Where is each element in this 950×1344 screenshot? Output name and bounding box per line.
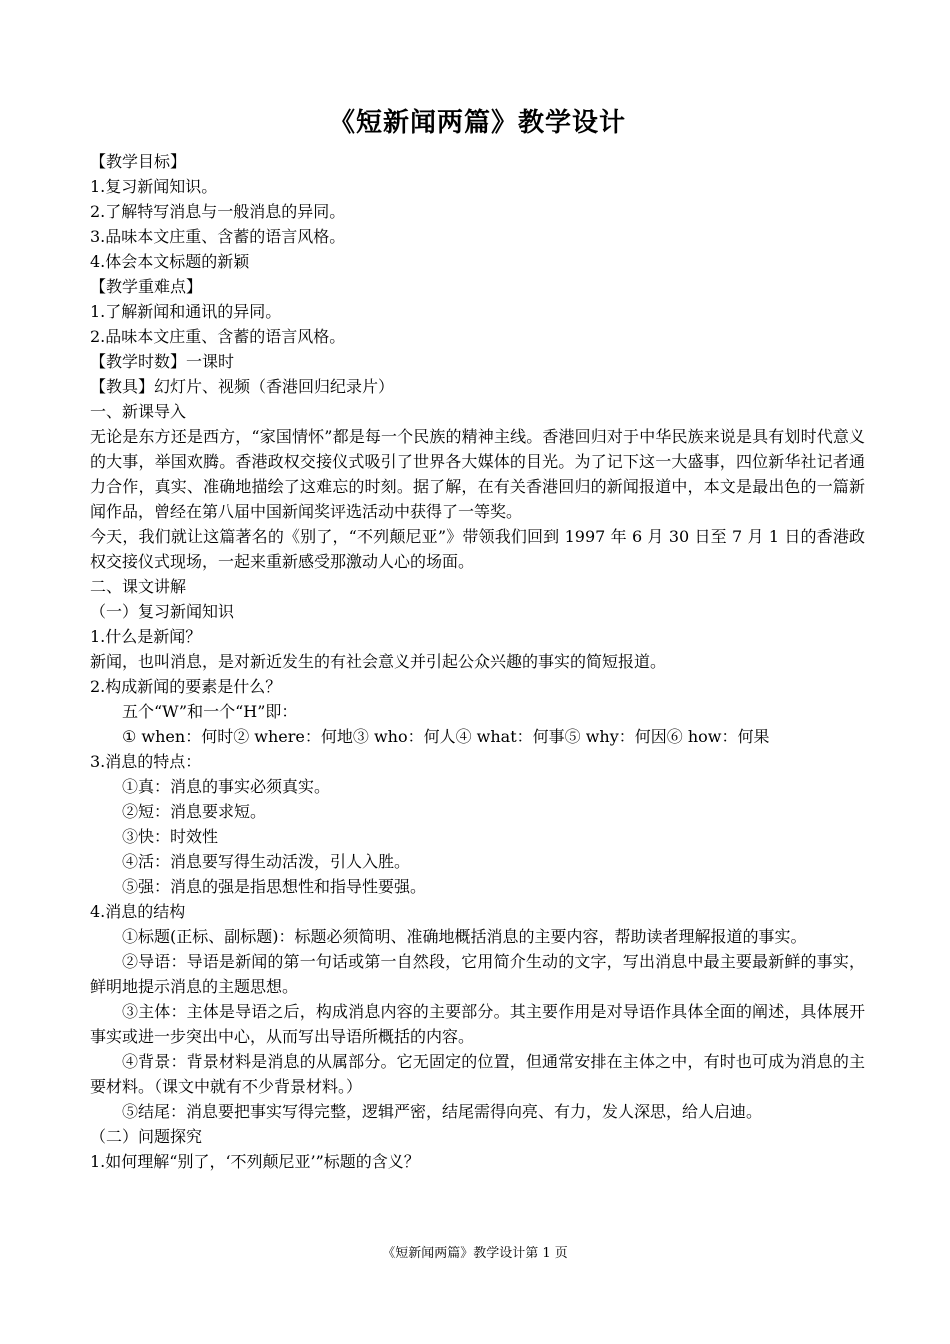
text-line: ④活：消息要写得生动活泼，引人入胜。: [122, 852, 411, 871]
text-line: 1.复习新闻知识。: [90, 177, 218, 196]
text-line: 【教学重难点】: [90, 277, 203, 296]
text-line: 3.品味本文庄重、含蓄的语言风格。: [90, 227, 346, 246]
text-line: 【教具】幻灯片、视频（香港回归纪录片）: [90, 377, 395, 396]
text-line: 五个“W”和一个“H”即：: [122, 702, 298, 721]
text-line: ②短：消息要求短。: [122, 802, 267, 821]
text-line: ⑤强：消息的强是指思想性和指导性要强。: [122, 877, 427, 896]
text-line: ③快：时效性: [122, 827, 219, 846]
text-line: ⑤结尾：消息要把事实写得完整，逻辑严密，结尾需得向亮、有力，发人深思，给人启迪。: [122, 1102, 763, 1121]
text-line: ②导语：导语是新闻的第一句话或第一自然段，它用简介生动的文字，写出消息中最主要最新鲜的事实，鲜明地提示消息的主题思想。: [90, 952, 865, 996]
text-line: 1.什么是新闻？: [90, 627, 202, 646]
text-line: 2.构成新闻的要素是什么？: [90, 677, 282, 696]
text-line: 【教学目标】: [90, 152, 187, 171]
text-line: 2.了解特写消息与一般消息的异同。: [90, 202, 346, 221]
text-line: 今天，我们就让这篇著名的《别了，“不列颠尼亚”》带领我们回到 1997 年 6 月 30 日至 7 月 1 日的香港政权交接仪式现场，一起来重新感受那激动人心的场面。: [90, 527, 865, 571]
text-line: 【教学时数】一课时: [90, 352, 235, 371]
document-title: 《短新闻两篇》教学设计: [328, 108, 626, 138]
text-line: 1.如何理解“别了，‘不列颠尼亚’”标题的含义？: [90, 1152, 420, 1171]
document-body: [90, 149, 865, 1174]
text-line: ①真：消息的事实必须真实。: [122, 777, 331, 796]
text-line: 4.消息的结构: [90, 902, 186, 921]
footer-label: 《短新闻两篇》教学设计第: [382, 1246, 539, 1261]
footer-suffix: 页: [554, 1246, 568, 1261]
document-page: [90, 105, 865, 1174]
footer-page-number: 1: [542, 1246, 551, 1261]
text-line: ③主体：主体是导语之后，构成消息内容的主要部分。其主要作用是对导语作具体全面的阐述，具体展开事实或进一步突出中心，从而写出导语所概括的内容。: [90, 1002, 865, 1046]
text-line: 2.品味本文庄重、含蓄的语言风格。: [90, 327, 346, 346]
text-line: （二）问题探究: [90, 1127, 203, 1146]
text-line: 1.了解新闻和通讯的异同。: [90, 302, 282, 321]
text-line: ①标题(正标、副标题)：标题必须简明、准确地概括消息的主要内容，帮助读者理解报道的事实。: [122, 927, 807, 946]
text-line: 二、课文讲解: [90, 577, 187, 596]
page-footer: [0, 1245, 950, 1263]
text-line: 4.体会本文标题的新颖: [90, 252, 250, 271]
text-line: ① when：何时② where：何地③ who：何人④ what：何事⑤ why：何因⑥ how：何果: [122, 727, 770, 746]
text-line: 一、新课导入: [90, 402, 187, 421]
text-line: 无论是东方还是西方，“家国情怀”都是每一个民族的精神主线。香港回归对于中华民族来说是具有划时代意义的大事，举国欢腾。香港政权交接仪式吸引了世界各大媒体的目光。为了记下这一大盛事，四位新华社记者通力合作，真实、准确地描绘了这难忘的时刻。据了解，在有关香港回归的新闻报道中，本文是最出色的一篇新闻作品，曾经在第八届中国新闻奖评选活动中获得了一等奖。: [90, 427, 865, 521]
text-line: 3.消息的特点：: [90, 752, 202, 771]
text-line: 新闻，也叫消息，是对新近发生的有社会意义并引起公众兴趣的事实的简短报道。: [90, 652, 667, 671]
text-line: （一）复习新闻知识: [90, 602, 235, 621]
text-line: ④背景：背景材料是消息的从属部分。它无固定的位置，但通常安排在主体之中，有时也可成为消息的主要材料。（课文中就有不少背景材料。）: [90, 1052, 865, 1096]
